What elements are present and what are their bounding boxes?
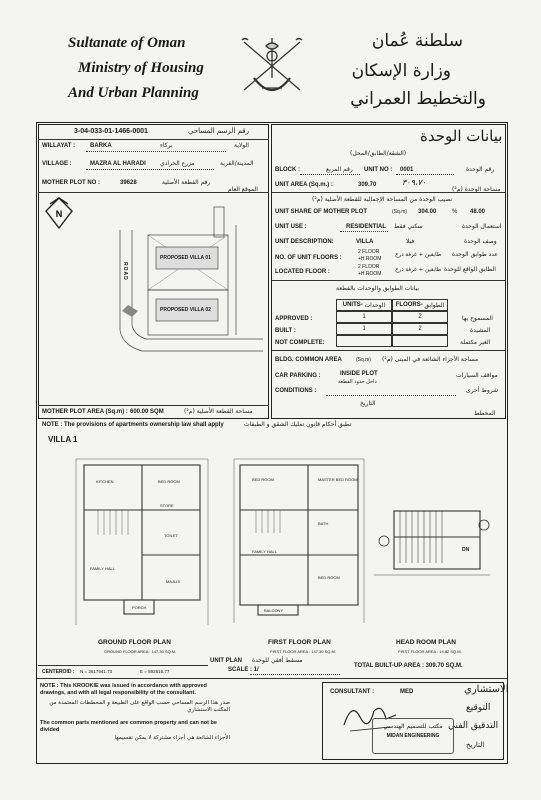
ground-room-store: STORE [160, 503, 174, 508]
ground-room-family-hall: FAMILY HALL [90, 566, 115, 571]
ground-room-bedroom: BED ROOM [158, 479, 180, 484]
unit-description-value: VILLA [356, 239, 374, 245]
consultant-label: CONSULTANT : [330, 689, 375, 695]
unit-floors-value-2: +H.ROOM [358, 256, 382, 262]
mother-plot-area-ar: مساحة القطعة الأصلية (م²) [184, 408, 253, 415]
head-room-plan-drawing [370, 505, 495, 580]
svg-text:N: N [55, 209, 63, 219]
head-room-dn-label: DN [462, 547, 470, 553]
unit-use-ar: استعمال الوحدة [462, 223, 502, 230]
ownership-law-note-ar: تطبق أحكام قانون تمليك الشقق و الطبقات [244, 421, 352, 428]
common-area-unit: (Sq.m) [356, 357, 371, 363]
footer-date-ar: التاريخ [466, 741, 485, 749]
percent-sign: % [452, 209, 458, 215]
header-ar-line2: وزارة الإسكان [351, 61, 451, 81]
unit-use-value-ar: سكني فقط [394, 223, 423, 230]
first-room-family-hall: FAMILY HALL [252, 549, 277, 554]
ground-floor-plan-title: GROUND FLOOR PLAN [98, 639, 171, 646]
proposed-villa-01-label: PROPOSED VILLA 01 [160, 255, 211, 261]
unit-use-value: RESIDENTIAL [346, 224, 387, 230]
unit-area-handwritten: ٣٠٩،٧٠ [402, 178, 427, 187]
proposed-villa-02-label: PROPOSED VILLA 02 [160, 307, 211, 313]
unit-no-value: 0001 [400, 167, 414, 173]
unit-no-ar: رقم الوحدة [466, 166, 495, 173]
mother-plot-value: 39628 [120, 180, 137, 186]
unit-floors-value-1: 2 FLOOR [358, 249, 380, 255]
block-ar: رقم المربع [326, 166, 353, 173]
road-label: ROAD [122, 262, 128, 281]
header-ar-line3: والتخطيط العمراني [350, 89, 486, 109]
drawing-number-ar: رقم الرسم المساحي [188, 127, 249, 135]
first-room-master-bedroom: MASTER BED ROOM [318, 477, 358, 482]
centeroid-e: E = 592516.77 [140, 669, 170, 674]
located-floor-value-1: 2 FLOOR [358, 264, 380, 270]
unit-data-subtitle-ar: (الشقة/الطابق/المحل) [350, 150, 407, 157]
site-location-plan [118, 195, 263, 385]
ground-room-porch: PORCH [132, 605, 147, 610]
first-room-bath: BATH [318, 521, 329, 526]
located-floor-value-ar: طابقين + غرفة درج [395, 267, 442, 273]
drawing-number: 3-04-033-01-1466-0001 [74, 128, 148, 135]
total-built-up-area: TOTAL BUILT-UP AREA : 309.70 SQ.M. [354, 663, 463, 669]
common-parts-note-ar: الأجزاء الشائعة هي أجزاء مشتركة لا يمكن تقسيمها [114, 735, 230, 741]
consultant-ar: الاستشاري [464, 684, 509, 695]
header-en-line2: Ministry of Housing [78, 60, 204, 76]
common-area-ar: مساحة الأجزاء الشائعة في المبنى (م²) [382, 356, 479, 363]
unit-no-label: UNIT NO : [364, 167, 393, 173]
consultant-value: MED [400, 689, 414, 695]
first-room-balcony: BALCONY [264, 608, 284, 613]
location-ar: الموقع العام [228, 186, 258, 193]
approved-label: APPROVED : [275, 316, 313, 322]
built-floors: 2 [392, 323, 448, 335]
unit-date-ar: التاريخ [360, 400, 376, 407]
north-arrow-icon [44, 196, 74, 230]
willayat-label: WILLAYAT : [42, 143, 76, 149]
car-parking-ar: مواقف السيارات [456, 372, 498, 379]
built-ar: المشيدة [470, 327, 491, 334]
willayat-value: BARKA [90, 143, 112, 149]
villa-title: VILLA 1 [48, 435, 78, 444]
car-parking-value: INSIDE PLOT [340, 371, 378, 377]
village-value-ar: مزرع الحرادي [160, 160, 195, 167]
unit-area-label: UNIT AREA (Sq.m.) : [275, 182, 333, 188]
block-label: BLOCK : [275, 167, 300, 173]
not-complete-floors [392, 335, 448, 347]
unit-description-value-ar: فيلا [406, 238, 415, 245]
willayat-ar: الولاية [234, 142, 249, 149]
centeroid-n: N = 2617941.73 [80, 669, 113, 674]
approved-units: 1 [336, 311, 392, 323]
unit-use-label: UNIT USE : [275, 224, 307, 230]
unit-area-value: 309.70 [358, 182, 377, 188]
centeroid-label: CENTEROID : [42, 669, 75, 675]
unit-floors-ar: عدد طوابق الوحدة [452, 251, 499, 258]
header-en-line1: Sultanate of Oman [68, 35, 186, 51]
planner-ar: المخطط [474, 410, 496, 417]
approved-ar: المسموح بها [462, 315, 493, 322]
willayat-value-ar: بركاء [160, 142, 173, 149]
head-room-plan-title: HEAD ROOM PLAN [396, 639, 456, 646]
unit-plan-label: UNIT PLAN [210, 658, 242, 664]
scale-label: SCALE : 1/ [228, 667, 259, 673]
ownership-law-note: NOTE : The provisions of apartments ownership law shall apply [42, 422, 224, 428]
not-complete-label: NOT COMPLETE: [275, 340, 325, 346]
village-label: VILLAGE : [42, 161, 72, 167]
ground-room-toilet: TOILET [164, 533, 178, 538]
krookie-note: NOTE : This KROOKIE was issued in accordance with approved drawings, and with all legal responsibility of the consultant. [40, 683, 207, 696]
located-floor-label: LOCATED FLOOR : [275, 269, 330, 275]
unit-share-label: UNIT SHARE OF MOTHER PLOT [275, 209, 367, 215]
ground-floor-area: GROUND FLOOR AREA : 147.30 SQ.M. [104, 649, 177, 654]
village-ar: المدينة/القرية [220, 160, 254, 167]
located-floor-ar: الطابق الواقع للوحدة [444, 266, 496, 273]
unit-floors-value-ar: طابقين + غرفة درج [395, 252, 442, 258]
first-room-bedroom-2: BED ROOM [318, 575, 340, 580]
unit-share-unit: (Sq.m) [392, 209, 407, 215]
mother-plot-area-value: 600.00 SQM [130, 409, 164, 415]
floors-table-title-ar: بيانات الطوابق والوحدات بالقطعة [336, 285, 420, 292]
unit-share-value: 304.00 [418, 209, 437, 215]
ground-room-kitchen: KITCHEN [96, 479, 114, 484]
car-parking-value-ar: داخل حدود القطعة [338, 379, 377, 385]
mother-plot-area-label: MOTHER PLOT AREA (Sq.m) : [42, 409, 128, 415]
col-floors-header: FLOORS- الطوابق [392, 299, 448, 311]
village-value: MAZRA AL HARADI [90, 161, 146, 167]
unit-floors-label: NO. OF UNIT FLOORS : [275, 255, 342, 261]
built-units: 1 [336, 323, 392, 335]
common-parts-note: The common parts mentioned are common property and can not be divided [40, 720, 217, 733]
built-label: BUILT : [275, 328, 296, 334]
unit-data-title-ar: بيانات الوحدة [420, 127, 503, 145]
consultant-stamp: مكتب للتصميم الهندسي MIDAN ENGINEERING [372, 718, 454, 754]
conditions-label: CONDITIONS : [275, 388, 317, 394]
technical-check-ar: التدقيق الفني [448, 721, 499, 731]
first-floor-area: FIRST FLOOR AREA : 147.30 SQ.M. [270, 649, 336, 654]
approved-floors: 2 [392, 311, 448, 323]
car-parking-label: CAR PARKING : [275, 373, 321, 379]
first-floor-plan-title: FIRST FLOOR PLAN [268, 639, 331, 646]
header-en-line3: And Urban Planning [68, 85, 199, 101]
mother-plot-ar: رقم القطعة الأصلية [162, 179, 211, 186]
unit-plan-ar: مسقط أفقي للوحدة [252, 657, 303, 664]
unit-share-ar: نصيب الوحدة من المساحة الإجمالية للقطعة الأصلية (م²) [312, 196, 453, 203]
unit-description-ar: وصف الوحدة [464, 238, 497, 245]
mother-plot-label: MOTHER PLOT NO : [42, 180, 100, 186]
not-complete-ar: الغير مكتملة [460, 339, 491, 346]
common-area-label: BLDG. COMMON AREA [275, 357, 342, 363]
unit-description-label: UNIT DESCRIPTION: [275, 239, 334, 245]
signature-ar: التوقيع [466, 703, 491, 713]
col-units-header: UNITS- الوحدات [336, 299, 392, 311]
unit-share-percent: 48.00 [470, 209, 486, 215]
not-complete-units [336, 335, 392, 347]
header-ar-line1: سلطنة عُمان [371, 31, 463, 51]
first-room-bedroom-1: BED ROOM [252, 477, 274, 482]
head-room-area: FIRST FLOOR AREA : 14.82 SQ.M. [398, 649, 462, 654]
located-floor-value-2: +H.ROOM [358, 271, 382, 277]
krookie-note-ar: صدر هذا الرسم المساحي حسب الواقع على الطبيعة و المخططات المعتمدة من المكتب الاستشاري [49, 700, 230, 713]
unit-area-ar: مساحة الوحدة (م²) [452, 186, 501, 193]
ground-room-majlis: MAJLIS [166, 579, 181, 584]
conditions-ar: شروط أخرى [466, 387, 499, 394]
